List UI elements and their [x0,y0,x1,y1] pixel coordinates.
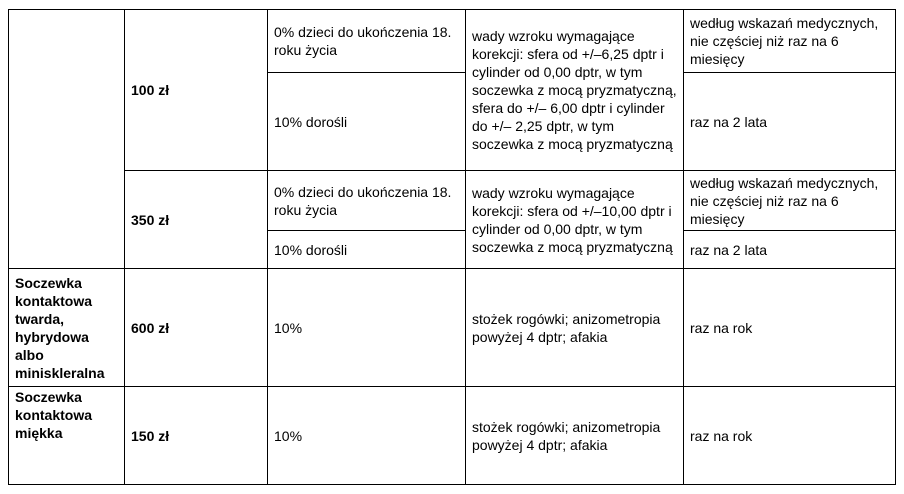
price-cell: 100 zł [125,10,268,171]
product-name-cell [9,10,125,269]
refund-cell: 10% dorośli [268,231,466,269]
frequency-cell: raz na rok [684,387,896,485]
indication-cell: wady wzroku wymagające korekcji: sfera od +/–10,00 dptr i cylinder od 0,00 dptr, w tym soczewka z mocą pryzmatyczną [466,171,684,269]
table-row [9,10,896,73]
frequency-cell: według wskazań medycznych, nie częściej niż raz na 6 miesięcy [684,171,896,231]
refund-cell: 10% dorośli [268,73,466,171]
refund-cell: 10% [268,269,466,387]
frequency-cell: raz na 2 lata [684,231,896,269]
frequency-cell: według wskazań medycznych, nie częściej niż raz na 6 miesięcy [684,10,896,73]
indication-cell: wady wzroku wymagające korekcji: sfera od +/–6,25 dptr i cylinder od 0,00 dptr, w tym soczewka z mocą pryzmatyczną, sfera do +/– 6,00 dptr i cylinder do +/– 2,25 dptr, w tym soczewka z mocą pryzmatyczną [466,10,684,171]
table-row [9,269,896,387]
table-row [9,171,896,231]
refund-cell: 10% [268,387,466,485]
table-row [9,387,896,485]
refund-cell: 0% dzieci do ukończenia 18. roku życia [268,10,466,73]
indication-cell: stożek rogówki; anizometropia powyżej 4 dptr; afakia [466,269,684,387]
frequency-cell: raz na 2 lata [684,73,896,171]
price-cell: 600 zł [125,269,268,387]
indication-cell: stożek rogówki; anizometropia powyżej 4 dptr; afakia [466,387,684,485]
product-name-cell: Soczewka kontaktowa twarda, hybrydowa albo miniskleralna [9,269,125,387]
price-cell: 350 zł [125,171,268,269]
product-name-cell: Soczewka kontaktowa miękka [9,387,125,485]
frequency-cell: raz na rok [684,269,896,387]
limits-table [8,9,896,485]
refund-cell: 0% dzieci do ukończenia 18. roku życia [268,171,466,231]
price-cell: 150 zł [125,387,268,485]
